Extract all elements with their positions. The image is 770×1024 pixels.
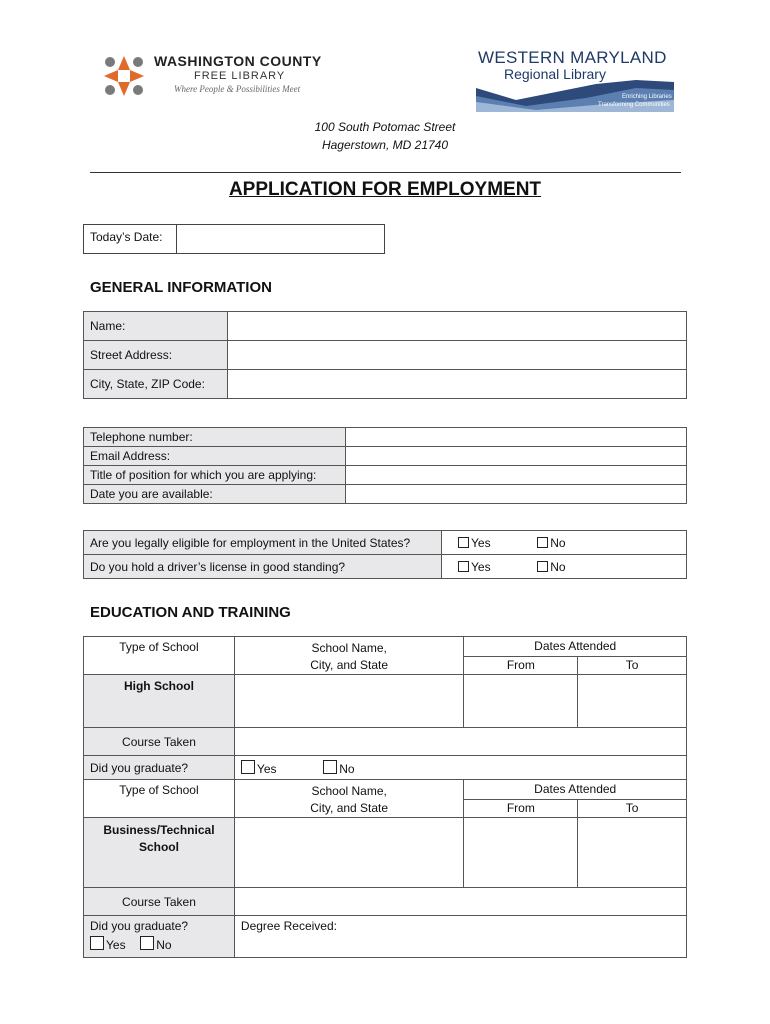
eligibility-question: Are you legally eligible for employment in the United States? <box>84 531 442 555</box>
telephone-input[interactable] <box>346 428 687 447</box>
western-maryland-logo <box>476 46 676 112</box>
hs-school-name-header <box>234 637 464 675</box>
license-no-label: No <box>550 559 566 574</box>
logo-right-tag1: Enriching Libraries <box>622 94 672 100</box>
position-title-label: Title of position for which you are applying: <box>84 466 346 485</box>
license-question: Do you hold a driver’s license in good standing? <box>84 555 442 579</box>
bt-type-of-school-header: Type of School <box>84 780 235 818</box>
city-state-zip-input[interactable] <box>228 370 687 399</box>
business-technical-label <box>84 818 235 888</box>
bt-graduate-no-checkbox[interactable] <box>140 936 154 950</box>
todays-date-input[interactable] <box>176 224 385 254</box>
business-technical-label-line1: Business/Technical <box>103 823 215 837</box>
street-address-label: Street Address: <box>84 341 228 370</box>
hs-school-name-header-line1: School Name, <box>311 641 387 655</box>
name-label: Name: <box>84 312 228 341</box>
todays-date-label: Today’s Date: <box>90 230 163 244</box>
bt-graduate-yes-label: Yes <box>106 938 126 952</box>
logo-left-tagline: Where People & Possibilities Meet <box>174 84 301 94</box>
eligibility-yes-checkbox[interactable] <box>458 537 469 548</box>
date-available-input[interactable] <box>346 485 687 504</box>
license-options <box>442 555 687 579</box>
telephone-label: Telephone number: <box>84 428 346 447</box>
hs-graduate-no-label: No <box>339 761 355 776</box>
hs-from-header: From <box>464 656 578 675</box>
bt-course-taken-input[interactable] <box>234 888 686 916</box>
hs-school-name-header-line2: City, and State <box>310 658 389 672</box>
business-technical-label-line2: School <box>138 840 179 854</box>
logo-left-line2: FREE LIBRARY <box>194 70 286 82</box>
logo-right-line2: Regional Library <box>504 66 606 82</box>
header-divider <box>90 172 681 173</box>
eligibility-yes-label: Yes <box>471 535 491 550</box>
license-yes-checkbox[interactable] <box>458 561 469 572</box>
license-yes-label: Yes <box>471 559 491 574</box>
bt-course-taken-label: Course Taken <box>84 888 235 916</box>
eligibility-no-label: No <box>550 535 566 550</box>
bt-did-graduate-cell <box>84 916 235 958</box>
hs-dates-attended-header: Dates Attended <box>464 637 687 657</box>
city-state-zip-label: City, State, ZIP Code: <box>84 370 228 399</box>
hs-type-of-school-header: Type of School <box>84 637 235 675</box>
eligibility-table <box>83 530 687 579</box>
high-school-label: High School <box>84 675 235 728</box>
logo-right-line1: WESTERN MARYLAND <box>478 48 667 67</box>
education-table <box>83 636 687 958</box>
hs-course-taken-label: Course Taken <box>84 728 235 756</box>
logo-left-line1: WASHINGTON COUNTY <box>154 53 322 69</box>
hs-school-name-input[interactable] <box>234 675 464 728</box>
bt-to-input[interactable] <box>578 818 687 888</box>
bt-dates-attended-header: Dates Attended <box>464 780 687 800</box>
eligibility-no-checkbox[interactable] <box>537 537 548 548</box>
degree-received-label: Degree Received: <box>240 919 337 933</box>
email-input[interactable] <box>346 447 687 466</box>
bt-from-header: From <box>464 799 578 818</box>
address-line1: 100 South Potomac Street <box>314 120 456 134</box>
position-title-input[interactable] <box>346 466 687 485</box>
hs-graduate-yes-label: Yes <box>256 761 277 776</box>
hs-from-input[interactable] <box>464 675 578 728</box>
eligibility-options <box>442 531 687 555</box>
hs-graduate-options <box>234 756 686 780</box>
bt-school-name-header-line2: City, and State <box>310 801 389 815</box>
contact-info-table <box>83 427 687 504</box>
hs-to-input[interactable] <box>578 675 687 728</box>
date-available-label: Date you are available: <box>84 485 346 504</box>
bt-graduate-options <box>90 936 228 952</box>
general-info-table <box>83 311 687 399</box>
washington-county-logo <box>96 50 346 100</box>
library-emblem-icon <box>100 52 148 100</box>
bt-from-input[interactable] <box>464 818 578 888</box>
bt-school-name-header-line1: School Name, <box>311 784 387 798</box>
license-no-checkbox[interactable] <box>537 561 548 572</box>
hs-to-header: To <box>578 656 687 675</box>
street-address-input[interactable] <box>228 341 687 370</box>
degree-received-cell[interactable] <box>234 916 686 958</box>
name-input[interactable] <box>228 312 687 341</box>
hs-did-graduate-label: Did you graduate? <box>84 756 235 780</box>
bt-school-name-header <box>234 780 464 818</box>
hs-graduate-yes-checkbox[interactable] <box>241 760 255 774</box>
logo-right-tag2: Transforming Communities <box>598 102 670 108</box>
hs-course-taken-input[interactable] <box>234 728 686 756</box>
page-title: APPLICATION FOR EMPLOYMENT <box>228 179 542 200</box>
bt-school-name-input[interactable] <box>234 818 464 888</box>
hs-graduate-no-checkbox[interactable] <box>323 760 337 774</box>
bt-graduate-no-label: No <box>156 938 172 952</box>
bt-to-header: To <box>578 799 687 818</box>
bt-did-graduate-label: Did you graduate? <box>90 919 189 933</box>
education-heading: EDUCATION AND TRAINING <box>90 604 291 621</box>
email-label: Email Address: <box>84 447 346 466</box>
bt-graduate-yes-checkbox[interactable] <box>90 936 104 950</box>
address-line2: Hagerstown, MD 21740 <box>321 138 449 152</box>
todays-date-label-cell <box>83 224 176 254</box>
general-info-heading: GENERAL INFORMATION <box>90 279 272 296</box>
